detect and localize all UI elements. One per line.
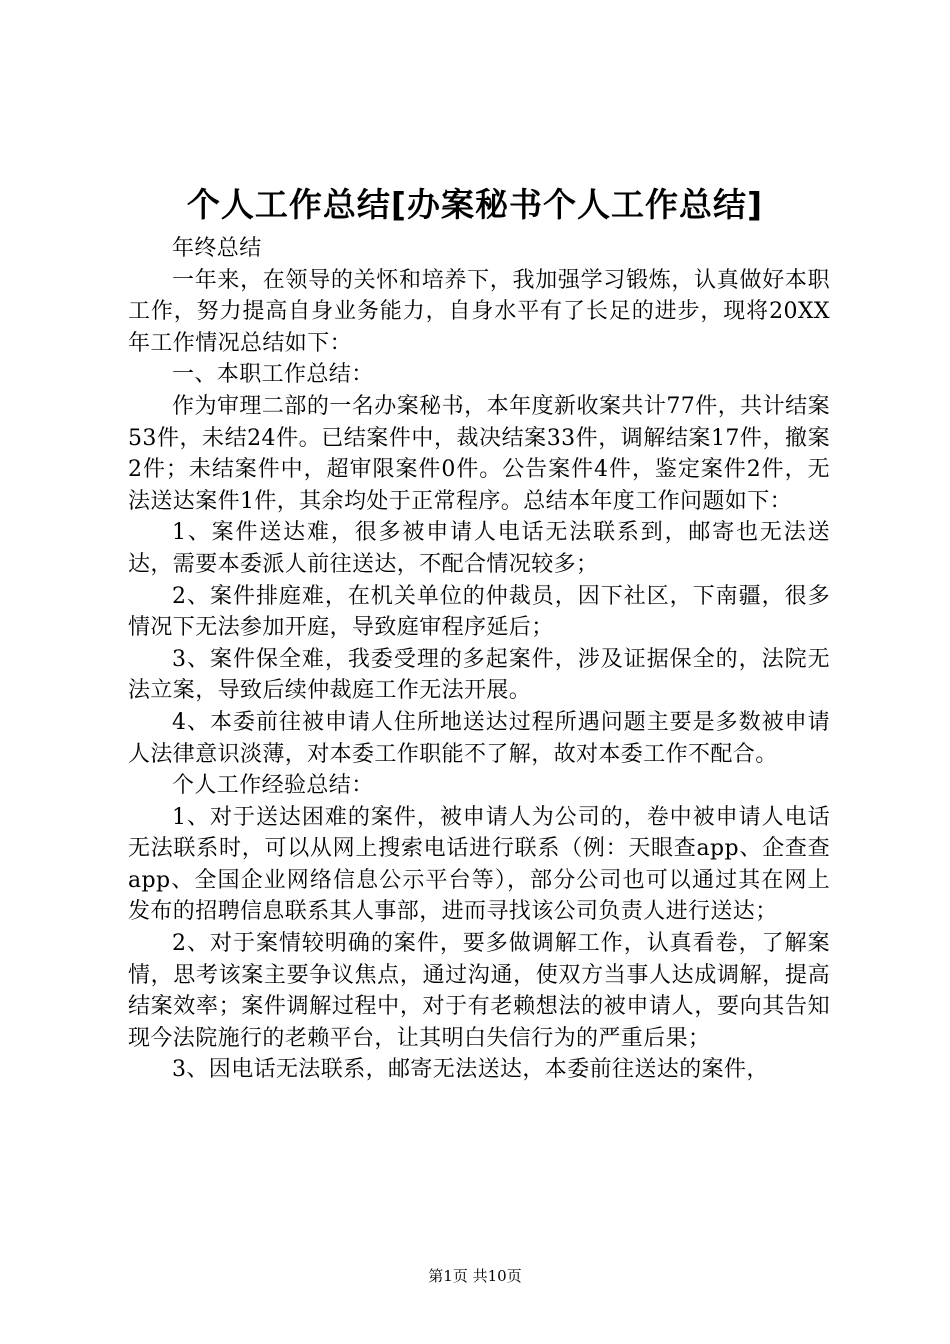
paragraph-problem-2: 2、案件排庭难，在机关单位的仲裁员，因下社区，下南疆，很多情况下无法参加开庭，导致庭审程序延后；: [128, 583, 830, 641]
paragraph-year-end-summary: 年终总结: [172, 236, 262, 261]
page-number-footer: 第1页 共10页: [428, 1267, 522, 1285]
paragraph-problem-3: 3、案件保全难，我委受理的多起案件，涉及证据保全的，法院无法立案，导致后续仲裁庭工作无法开展。: [128, 646, 830, 704]
paragraph-experience-3: 3、因电话无法联系，邮寄无法送达，本委前往送达的案件，: [172, 1057, 769, 1083]
document-title: 个人工作总结[办案秘书个人工作总结]: [186, 185, 764, 224]
paragraph-problem-1: 1、案件送达难，很多被申请人电话无法联系到，邮寄也无法送达，需要本委派人前往送达，不配合情况较多；: [128, 520, 830, 577]
section-heading-experience: 个人工作经验总结：: [172, 773, 374, 799]
paragraph-problem-4: 4、本委前往被申请人住所地送达过程所遇问题主要是多数被申请人法律意识淡薄，对本委工作职能不了解，故对本委工作不配合。: [128, 709, 830, 767]
document-body: [128, 233, 830, 1086]
paragraph-experience-2: 2、对于案情较明确的案件，要多做调解工作，认真看卷，了解案情，思考该案主要争议焦点，通过沟通，使双方当事人达成调解，提高结案效率；案件调解过程中，对于有老赖想法的被申请人，要向其告知现今法院施行的老赖平台，让其明白失信行为的严重后果；: [128, 931, 830, 1051]
paragraph-intro: 一年来，在领导的关怀和培养下，我加强学习锻炼，认真做好本职工作，努力提高自身业务能力，自身水平有了长足的进步，现将20XX年工作情况总结如下：: [128, 267, 830, 356]
paragraph-case-statistics: 作为审理二部的一名办案秘书，本年度新收案共计77件，共计结案53件，未结24件。已结案件中，裁决结案33件，调解结案17件，撤案2件；未结案件中，超审限案件0件。公告案件4件，鉴定案件2件，无法送达案件1件，其余均处于正常程序。总结本年度工作问题如下：: [128, 393, 830, 514]
section-heading-duties: 一、本职工作总结：: [172, 362, 374, 388]
paragraph-experience-1: 1、对于送达困难的案件，被申请人为公司的，卷中被申请人电话无法联系时，可以从网上搜索电话进行联系（例：天眼查app、企查查app、全国企业网络信息公示平台等），部分公司也可以通过其在网上发布的招聘信息联系其人事部，进而寻找该公司负责人进行送达；: [128, 804, 830, 925]
